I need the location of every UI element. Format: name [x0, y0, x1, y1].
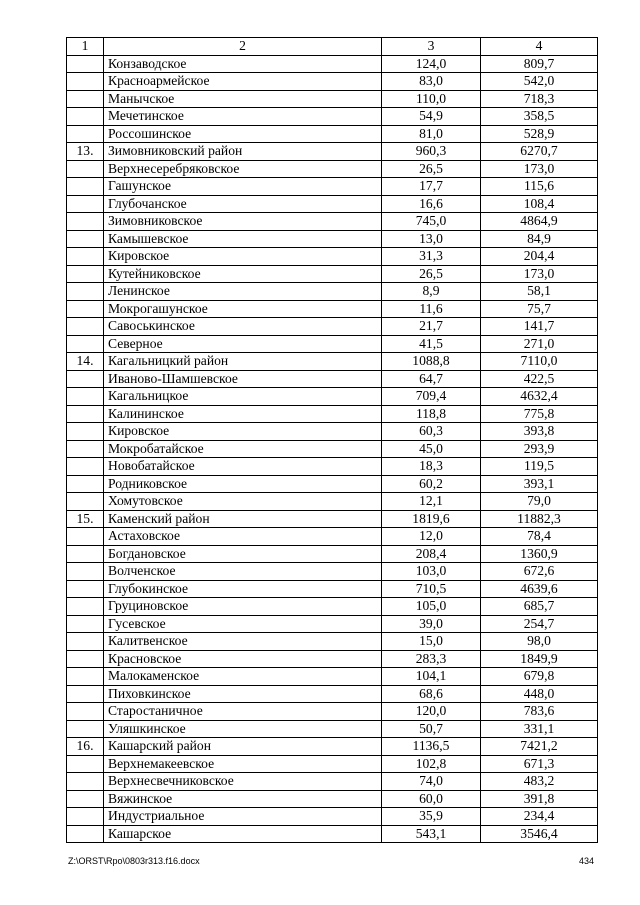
- row-index: [67, 720, 104, 738]
- row-value-col3: 31,3: [382, 248, 481, 266]
- row-name: Груциновское: [104, 598, 382, 616]
- table-row: [67, 475, 598, 493]
- row-value-col4: 358,5: [481, 108, 598, 126]
- row-index: [67, 90, 104, 108]
- row-value-col3: 1088,8: [382, 353, 481, 371]
- row-name: Малокаменское: [104, 668, 382, 686]
- table-row: [67, 685, 598, 703]
- row-value-col4: 391,8: [481, 790, 598, 808]
- row-name: Старостаничное: [104, 703, 382, 721]
- row-value-col3: 26,5: [382, 160, 481, 178]
- table-row: [67, 248, 598, 266]
- row-value-col3: 74,0: [382, 773, 481, 791]
- row-name: Калининское: [104, 405, 382, 423]
- row-name: Мокрогашунское: [104, 300, 382, 318]
- row-value-col4: 528,9: [481, 125, 598, 143]
- row-name: Зимовниковское: [104, 213, 382, 231]
- data-table: [66, 37, 598, 843]
- row-index: [67, 300, 104, 318]
- row-index: [67, 195, 104, 213]
- row-index: [67, 248, 104, 266]
- row-name: Кашарский район: [104, 738, 382, 756]
- row-value-col4: 448,0: [481, 685, 598, 703]
- row-value-col4: 119,5: [481, 458, 598, 476]
- row-value-col4: 115,6: [481, 178, 598, 196]
- table-row: [67, 615, 598, 633]
- row-index: [67, 580, 104, 598]
- row-index: [67, 178, 104, 196]
- row-index: [67, 755, 104, 773]
- row-value-col3: 1136,5: [382, 738, 481, 756]
- row-name: Глубочанское: [104, 195, 382, 213]
- row-index: [67, 458, 104, 476]
- row-name: Волченское: [104, 563, 382, 581]
- table-row: [67, 773, 598, 791]
- table-row: [67, 510, 598, 528]
- table-row: [67, 790, 598, 808]
- row-value-col3: 60,3: [382, 423, 481, 441]
- row-value-col4: 4639,6: [481, 580, 598, 598]
- row-value-col4: 685,7: [481, 598, 598, 616]
- row-value-col3: 8,9: [382, 283, 481, 301]
- row-value-col3: 54,9: [382, 108, 481, 126]
- row-index: 15.: [67, 510, 104, 528]
- table-row: [67, 458, 598, 476]
- row-name: Пиховкинское: [104, 685, 382, 703]
- row-value-col3: 709,4: [382, 388, 481, 406]
- table-row: [67, 195, 598, 213]
- row-value-col3: 81,0: [382, 125, 481, 143]
- table-row: [67, 55, 598, 73]
- row-value-col4: 271,0: [481, 335, 598, 353]
- row-value-col4: 483,2: [481, 773, 598, 791]
- row-value-col4: 293,9: [481, 440, 598, 458]
- row-name: Красновское: [104, 650, 382, 668]
- row-value-col3: 60,2: [382, 475, 481, 493]
- row-name: Гусевское: [104, 615, 382, 633]
- row-index: [67, 825, 104, 843]
- row-value-col4: 7110,0: [481, 353, 598, 371]
- row-index: [67, 563, 104, 581]
- table-row: [67, 160, 598, 178]
- table-row: [67, 633, 598, 651]
- row-value-col4: 254,7: [481, 615, 598, 633]
- row-value-col4: 783,6: [481, 703, 598, 721]
- row-value-col3: 26,5: [382, 265, 481, 283]
- row-index: [67, 440, 104, 458]
- row-index: [67, 598, 104, 616]
- row-value-col4: 672,6: [481, 563, 598, 581]
- row-value-col4: 542,0: [481, 73, 598, 91]
- row-value-col4: 58,1: [481, 283, 598, 301]
- table-row: [67, 545, 598, 563]
- row-value-col4: 173,0: [481, 160, 598, 178]
- row-value-col3: 15,0: [382, 633, 481, 651]
- table-row: [67, 825, 598, 843]
- row-index: [67, 615, 104, 633]
- row-name: Кировское: [104, 248, 382, 266]
- row-value-col3: 64,7: [382, 370, 481, 388]
- row-name: Савоськинское: [104, 318, 382, 336]
- row-value-col4: 6270,7: [481, 143, 598, 161]
- row-name: Верхнемакеевское: [104, 755, 382, 773]
- table-row: [67, 405, 598, 423]
- table-row: [67, 318, 598, 336]
- row-value-col3: 41,5: [382, 335, 481, 353]
- row-name: Кагальницкое: [104, 388, 382, 406]
- row-name: Россошинское: [104, 125, 382, 143]
- row-value-col3: 208,4: [382, 545, 481, 563]
- row-name: Гашунское: [104, 178, 382, 196]
- table-row: [67, 598, 598, 616]
- row-index: [67, 283, 104, 301]
- row-value-col4: 3546,4: [481, 825, 598, 843]
- row-value-col4: 204,4: [481, 248, 598, 266]
- row-index: [67, 370, 104, 388]
- row-index: [67, 335, 104, 353]
- row-value-col3: 1819,6: [382, 510, 481, 528]
- row-index: [67, 475, 104, 493]
- row-name: Новобатайское: [104, 458, 382, 476]
- row-value-col4: 234,4: [481, 808, 598, 826]
- row-value-col3: 103,0: [382, 563, 481, 581]
- row-name: Калитвенское: [104, 633, 382, 651]
- row-name: Верхнесеребряковское: [104, 160, 382, 178]
- row-value-col4: 11882,3: [481, 510, 598, 528]
- table-row: [67, 528, 598, 546]
- row-index: [67, 388, 104, 406]
- row-index: [67, 160, 104, 178]
- row-name: Мокробатайское: [104, 440, 382, 458]
- table-row: [67, 353, 598, 371]
- row-value-col3: 110,0: [382, 90, 481, 108]
- table-row: [67, 738, 598, 756]
- row-value-col3: 50,7: [382, 720, 481, 738]
- row-value-col3: 283,3: [382, 650, 481, 668]
- table-row: [67, 703, 598, 721]
- row-value-col3: 710,5: [382, 580, 481, 598]
- table-row: [67, 143, 598, 161]
- table-row: [67, 265, 598, 283]
- row-name: Кашарское: [104, 825, 382, 843]
- row-index: [67, 318, 104, 336]
- table-row: [67, 230, 598, 248]
- row-value-col4: 331,1: [481, 720, 598, 738]
- row-index: [67, 423, 104, 441]
- row-index: [67, 633, 104, 651]
- row-value-col3: 60,0: [382, 790, 481, 808]
- row-value-col4: 775,8: [481, 405, 598, 423]
- row-value-col3: 83,0: [382, 73, 481, 91]
- row-value-col3: 16,6: [382, 195, 481, 213]
- row-value-col4: 718,3: [481, 90, 598, 108]
- row-name: Родниковское: [104, 475, 382, 493]
- row-index: [67, 773, 104, 791]
- row-index: [67, 55, 104, 73]
- row-value-col4: 79,0: [481, 493, 598, 511]
- row-value-col4: 1849,9: [481, 650, 598, 668]
- row-value-col3: 68,6: [382, 685, 481, 703]
- table-row: [67, 755, 598, 773]
- table-row: [67, 73, 598, 91]
- row-index: [67, 790, 104, 808]
- row-value-col4: 7421,2: [481, 738, 598, 756]
- row-index: [67, 685, 104, 703]
- row-value-col4: 75,7: [481, 300, 598, 318]
- table-row: [67, 808, 598, 826]
- row-index: [67, 493, 104, 511]
- table-body: [67, 38, 598, 843]
- row-name: Глубокинское: [104, 580, 382, 598]
- row-index: [67, 230, 104, 248]
- row-value-col3: 104,1: [382, 668, 481, 686]
- row-value-col3: 12,1: [382, 493, 481, 511]
- row-index: 13.: [67, 143, 104, 161]
- row-name: Мечетинское: [104, 108, 382, 126]
- row-value-col3: 118,8: [382, 405, 481, 423]
- row-value-col3: 124,0: [382, 55, 481, 73]
- row-index: [67, 213, 104, 231]
- row-index: [67, 125, 104, 143]
- row-name: Кутейниковское: [104, 265, 382, 283]
- row-index: [67, 703, 104, 721]
- row-name: Манычское: [104, 90, 382, 108]
- table-row: [67, 90, 598, 108]
- row-value-col4: 393,8: [481, 423, 598, 441]
- row-value-col4: 173,0: [481, 265, 598, 283]
- table-row: [67, 720, 598, 738]
- row-value-col4: 141,7: [481, 318, 598, 336]
- row-name: Богдановское: [104, 545, 382, 563]
- row-value-col4: 679,8: [481, 668, 598, 686]
- row-value-col3: 745,0: [382, 213, 481, 231]
- row-value-col3: 960,3: [382, 143, 481, 161]
- row-value-col3: 45,0: [382, 440, 481, 458]
- row-value-col3: 102,8: [382, 755, 481, 773]
- row-value-col4: 4632,4: [481, 388, 598, 406]
- row-index: [67, 808, 104, 826]
- table-row: [67, 650, 598, 668]
- row-name: Астаховское: [104, 528, 382, 546]
- row-value-col4: 108,4: [481, 195, 598, 213]
- table-row: [67, 423, 598, 441]
- row-name: Вяжинское: [104, 790, 382, 808]
- row-value-col3: 12,0: [382, 528, 481, 546]
- row-value-col3: 18,3: [382, 458, 481, 476]
- row-value-col4: 4864,9: [481, 213, 598, 231]
- row-name: Красноармейское: [104, 73, 382, 91]
- table-row: [67, 440, 598, 458]
- header-col-4: 4: [481, 38, 598, 56]
- table-row: [67, 335, 598, 353]
- row-value-col4: 1360,9: [481, 545, 598, 563]
- row-value-col4: 84,9: [481, 230, 598, 248]
- row-value-col4: 671,3: [481, 755, 598, 773]
- table-header-row: [67, 38, 598, 56]
- table-row: [67, 388, 598, 406]
- row-value-col3: 21,7: [382, 318, 481, 336]
- row-value-col4: 393,1: [481, 475, 598, 493]
- table-row: [67, 493, 598, 511]
- row-name: Северное: [104, 335, 382, 353]
- row-index: [67, 650, 104, 668]
- row-value-col4: 422,5: [481, 370, 598, 388]
- row-index: [67, 528, 104, 546]
- table-row: [67, 563, 598, 581]
- header-col-2: 2: [104, 38, 382, 56]
- table-row: [67, 108, 598, 126]
- row-index: 14.: [67, 353, 104, 371]
- table-row: [67, 668, 598, 686]
- row-index: [67, 108, 104, 126]
- row-name: Каменский район: [104, 510, 382, 528]
- footer-file-path: Z:\ORST\Rpo\0803r313.f16.docx: [68, 856, 200, 866]
- row-name: Кагальницкий район: [104, 353, 382, 371]
- row-index: [67, 405, 104, 423]
- row-value-col4: 98,0: [481, 633, 598, 651]
- row-value-col3: 35,9: [382, 808, 481, 826]
- row-name: Камышевское: [104, 230, 382, 248]
- row-name: Уляшкинское: [104, 720, 382, 738]
- header-col-3: 3: [382, 38, 481, 56]
- row-value-col4: 78,4: [481, 528, 598, 546]
- header-col-1: 1: [67, 38, 104, 56]
- table-row: [67, 213, 598, 231]
- row-name: Зимовниковский район: [104, 143, 382, 161]
- row-index: 16.: [67, 738, 104, 756]
- row-index: [67, 73, 104, 91]
- table-row: [67, 580, 598, 598]
- row-index: [67, 668, 104, 686]
- table-row: [67, 300, 598, 318]
- row-value-col3: 120,0: [382, 703, 481, 721]
- row-name: Ленинское: [104, 283, 382, 301]
- row-name: Верхнесвечниковское: [104, 773, 382, 791]
- row-index: [67, 545, 104, 563]
- table-row: [67, 178, 598, 196]
- row-value-col3: 105,0: [382, 598, 481, 616]
- table-row: [67, 283, 598, 301]
- row-value-col3: 17,7: [382, 178, 481, 196]
- row-value-col3: 13,0: [382, 230, 481, 248]
- row-name: Индустриальное: [104, 808, 382, 826]
- footer-page-number: 434: [578, 856, 594, 866]
- table-row: [67, 125, 598, 143]
- row-name: Конзаводское: [104, 55, 382, 73]
- row-value-col3: 39,0: [382, 615, 481, 633]
- row-name: Иваново-Шамшевское: [104, 370, 382, 388]
- row-index: [67, 265, 104, 283]
- table-row: [67, 370, 598, 388]
- row-name: Хомутовское: [104, 493, 382, 511]
- row-value-col4: 809,7: [481, 55, 598, 73]
- row-value-col3: 543,1: [382, 825, 481, 843]
- row-value-col3: 11,6: [382, 300, 481, 318]
- row-name: Кировское: [104, 423, 382, 441]
